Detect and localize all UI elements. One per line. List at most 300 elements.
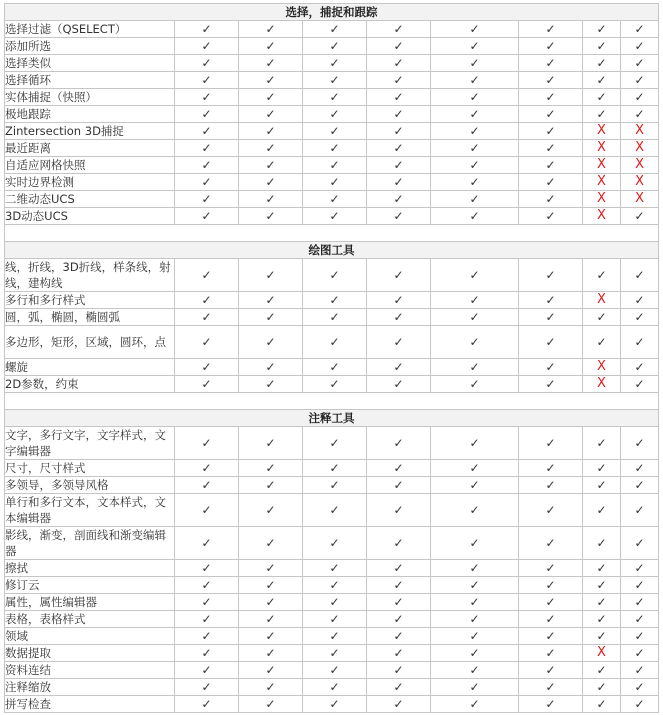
table-row	[5, 259, 659, 292]
table-row	[5, 359, 659, 376]
check-mark: ✓	[431, 191, 519, 208]
section-header-row	[5, 242, 659, 259]
feature-label: 影线，渐变，剖面线和渐变编辑器	[5, 527, 175, 560]
feature-label: 多领导，多领导风格	[5, 477, 175, 494]
spacer-cell	[5, 225, 659, 242]
cross-mark: X	[621, 123, 659, 140]
check-mark: ✓	[367, 427, 431, 460]
check-mark: ✓	[519, 89, 583, 106]
cross-mark: X	[621, 140, 659, 157]
check-mark: ✓	[175, 21, 239, 38]
section-spacer	[5, 393, 659, 410]
table-row	[5, 679, 659, 696]
cross-mark: X	[621, 191, 659, 208]
check-mark: ✓	[175, 292, 239, 309]
check-mark: ✓	[519, 427, 583, 460]
check-mark: ✓	[239, 259, 303, 292]
table-row	[5, 427, 659, 460]
table-row	[5, 72, 659, 89]
check-mark: ✓	[621, 477, 659, 494]
check-mark: ✓	[303, 309, 367, 326]
check-mark: ✓	[367, 123, 431, 140]
table-row	[5, 38, 659, 55]
check-mark: ✓	[583, 460, 621, 477]
section-header-row	[5, 410, 659, 427]
table-row	[5, 477, 659, 494]
table-row	[5, 594, 659, 611]
check-mark: ✓	[519, 494, 583, 527]
check-mark: ✓	[303, 359, 367, 376]
check-mark: ✓	[519, 191, 583, 208]
feature-label: 选择过滤（QSELECT）	[5, 21, 175, 38]
feature-label: 多边形，矩形，区域，圆环，点	[5, 326, 175, 359]
check-mark: ✓	[583, 259, 621, 292]
check-mark: ✓	[175, 560, 239, 577]
check-mark: ✓	[239, 577, 303, 594]
check-mark: ✓	[583, 55, 621, 72]
check-mark: ✓	[303, 21, 367, 38]
check-mark: ✓	[519, 208, 583, 225]
check-mark: ✓	[519, 174, 583, 191]
check-mark: ✓	[303, 376, 367, 393]
check-mark: ✓	[621, 679, 659, 696]
check-mark: ✓	[431, 460, 519, 477]
check-mark: ✓	[175, 259, 239, 292]
table-row	[5, 662, 659, 679]
section-title: 选择，捕捉和跟踪	[5, 4, 659, 21]
check-mark: ✓	[519, 55, 583, 72]
table-row	[5, 140, 659, 157]
check-mark: ✓	[519, 628, 583, 645]
check-mark: ✓	[583, 21, 621, 38]
check-mark: ✓	[519, 106, 583, 123]
feature-label: 多行和多行样式	[5, 292, 175, 309]
check-mark: ✓	[239, 594, 303, 611]
check-mark: ✓	[303, 157, 367, 174]
check-mark: ✓	[175, 359, 239, 376]
check-mark: ✓	[431, 21, 519, 38]
check-mark: ✓	[519, 259, 583, 292]
check-mark: ✓	[431, 309, 519, 326]
check-mark: ✓	[239, 628, 303, 645]
feature-label: 线，折线，3D折线，样条线，射线，建构线	[5, 259, 175, 292]
check-mark: ✓	[431, 527, 519, 560]
check-mark: ✓	[367, 174, 431, 191]
check-mark: ✓	[519, 560, 583, 577]
check-mark: ✓	[175, 157, 239, 174]
check-mark: ✓	[239, 157, 303, 174]
feature-label: 实时边界检测	[5, 174, 175, 191]
check-mark: ✓	[431, 55, 519, 72]
check-mark: ✓	[175, 72, 239, 89]
cross-mark: X	[583, 123, 621, 140]
check-mark: ✓	[431, 611, 519, 628]
cross-mark: X	[583, 645, 621, 662]
check-mark: ✓	[431, 427, 519, 460]
check-mark: ✓	[367, 72, 431, 89]
check-mark: ✓	[367, 611, 431, 628]
check-mark: ✓	[239, 123, 303, 140]
check-mark: ✓	[239, 611, 303, 628]
check-mark: ✓	[431, 106, 519, 123]
feature-label: 擦拭	[5, 560, 175, 577]
check-mark: ✓	[621, 326, 659, 359]
check-mark: ✓	[175, 89, 239, 106]
check-mark: ✓	[239, 662, 303, 679]
check-mark: ✓	[175, 376, 239, 393]
check-mark: ✓	[303, 427, 367, 460]
check-mark: ✓	[621, 696, 659, 713]
check-mark: ✓	[303, 89, 367, 106]
cross-mark: X	[621, 157, 659, 174]
table-row	[5, 326, 659, 359]
feature-label: 属性，属性编辑器	[5, 594, 175, 611]
check-mark: ✓	[431, 679, 519, 696]
check-mark: ✓	[367, 527, 431, 560]
cross-mark: X	[583, 174, 621, 191]
check-mark: ✓	[175, 38, 239, 55]
check-mark: ✓	[367, 477, 431, 494]
check-mark: ✓	[431, 560, 519, 577]
check-mark: ✓	[621, 594, 659, 611]
table-row	[5, 494, 659, 527]
check-mark: ✓	[367, 628, 431, 645]
table-row	[5, 560, 659, 577]
section-title: 绘图工具	[5, 242, 659, 259]
check-mark: ✓	[367, 679, 431, 696]
check-mark: ✓	[303, 123, 367, 140]
feature-label: 二维动态UCS	[5, 191, 175, 208]
check-mark: ✓	[239, 359, 303, 376]
check-mark: ✓	[621, 89, 659, 106]
table-body	[5, 4, 659, 713]
check-mark: ✓	[621, 376, 659, 393]
check-mark: ✓	[621, 460, 659, 477]
check-mark: ✓	[367, 577, 431, 594]
check-mark: ✓	[519, 140, 583, 157]
check-mark: ✓	[303, 460, 367, 477]
check-mark: ✓	[431, 38, 519, 55]
check-mark: ✓	[175, 477, 239, 494]
check-mark: ✓	[431, 208, 519, 225]
check-mark: ✓	[303, 628, 367, 645]
check-mark: ✓	[519, 662, 583, 679]
check-mark: ✓	[175, 123, 239, 140]
check-mark: ✓	[175, 611, 239, 628]
check-mark: ✓	[583, 679, 621, 696]
table-row	[5, 292, 659, 309]
check-mark: ✓	[367, 55, 431, 72]
check-mark: ✓	[239, 55, 303, 72]
check-mark: ✓	[431, 494, 519, 527]
check-mark: ✓	[621, 55, 659, 72]
check-mark: ✓	[583, 611, 621, 628]
check-mark: ✓	[239, 326, 303, 359]
check-mark: ✓	[239, 292, 303, 309]
check-mark: ✓	[239, 72, 303, 89]
check-mark: ✓	[431, 157, 519, 174]
check-mark: ✓	[431, 696, 519, 713]
check-mark: ✓	[303, 594, 367, 611]
cross-mark: X	[621, 174, 659, 191]
check-mark: ✓	[303, 174, 367, 191]
check-mark: ✓	[621, 427, 659, 460]
feature-comparison-table	[4, 3, 659, 713]
check-mark: ✓	[303, 191, 367, 208]
check-mark: ✓	[367, 89, 431, 106]
table-row	[5, 191, 659, 208]
table-row	[5, 21, 659, 38]
check-mark: ✓	[367, 326, 431, 359]
check-mark: ✓	[367, 292, 431, 309]
check-mark: ✓	[175, 460, 239, 477]
check-mark: ✓	[583, 662, 621, 679]
check-mark: ✓	[621, 628, 659, 645]
check-mark: ✓	[519, 527, 583, 560]
check-mark: ✓	[303, 259, 367, 292]
feature-label: 螺旋	[5, 359, 175, 376]
check-mark: ✓	[303, 140, 367, 157]
check-mark: ✓	[621, 494, 659, 527]
check-mark: ✓	[367, 157, 431, 174]
check-mark: ✓	[583, 594, 621, 611]
check-mark: ✓	[367, 259, 431, 292]
check-mark: ✓	[239, 208, 303, 225]
check-mark: ✓	[239, 376, 303, 393]
check-mark: ✓	[367, 696, 431, 713]
feature-label: 选择类似	[5, 55, 175, 72]
feature-label: 文字，多行文字，文字样式，文字编辑器	[5, 427, 175, 460]
table-row	[5, 376, 659, 393]
check-mark: ✓	[583, 628, 621, 645]
check-mark: ✓	[239, 191, 303, 208]
check-mark: ✓	[175, 55, 239, 72]
check-mark: ✓	[519, 679, 583, 696]
check-mark: ✓	[175, 594, 239, 611]
check-mark: ✓	[239, 427, 303, 460]
feature-label: 添加所选	[5, 38, 175, 55]
check-mark: ✓	[175, 191, 239, 208]
check-mark: ✓	[431, 662, 519, 679]
check-mark: ✓	[303, 477, 367, 494]
check-mark: ✓	[175, 427, 239, 460]
check-mark: ✓	[175, 174, 239, 191]
check-mark: ✓	[367, 106, 431, 123]
check-mark: ✓	[367, 140, 431, 157]
feature-label: 数据提取	[5, 645, 175, 662]
check-mark: ✓	[367, 662, 431, 679]
check-mark: ✓	[367, 208, 431, 225]
feature-label: 实体捕捉（快照）	[5, 89, 175, 106]
check-mark: ✓	[519, 38, 583, 55]
check-mark: ✓	[621, 662, 659, 679]
table-row	[5, 645, 659, 662]
check-mark: ✓	[367, 359, 431, 376]
check-mark: ✓	[367, 560, 431, 577]
check-mark: ✓	[583, 560, 621, 577]
check-mark: ✓	[431, 645, 519, 662]
section-title: 注释工具	[5, 410, 659, 427]
check-mark: ✓	[239, 645, 303, 662]
check-mark: ✓	[621, 645, 659, 662]
cross-mark: X	[583, 292, 621, 309]
check-mark: ✓	[621, 577, 659, 594]
check-mark: ✓	[175, 140, 239, 157]
check-mark: ✓	[239, 89, 303, 106]
check-mark: ✓	[621, 72, 659, 89]
feature-label: 极地跟踪	[5, 106, 175, 123]
check-mark: ✓	[621, 21, 659, 38]
cross-mark: X	[583, 157, 621, 174]
check-mark: ✓	[303, 662, 367, 679]
check-mark: ✓	[621, 611, 659, 628]
check-mark: ✓	[431, 477, 519, 494]
check-mark: ✓	[175, 696, 239, 713]
check-mark: ✓	[431, 123, 519, 140]
check-mark: ✓	[621, 38, 659, 55]
check-mark: ✓	[239, 679, 303, 696]
check-mark: ✓	[519, 376, 583, 393]
check-mark: ✓	[431, 259, 519, 292]
check-mark: ✓	[519, 326, 583, 359]
check-mark: ✓	[431, 628, 519, 645]
table-row	[5, 106, 659, 123]
table-row	[5, 55, 659, 72]
check-mark: ✓	[583, 72, 621, 89]
feature-label: 选择循环	[5, 72, 175, 89]
table-row	[5, 460, 659, 477]
table-row	[5, 696, 659, 713]
check-mark: ✓	[583, 527, 621, 560]
check-mark: ✓	[431, 292, 519, 309]
check-mark: ✓	[239, 140, 303, 157]
cross-mark: X	[583, 376, 621, 393]
check-mark: ✓	[239, 696, 303, 713]
check-mark: ✓	[175, 662, 239, 679]
check-mark: ✓	[239, 477, 303, 494]
check-mark: ✓	[519, 72, 583, 89]
check-mark: ✓	[303, 38, 367, 55]
spacer-cell	[5, 393, 659, 410]
check-mark: ✓	[583, 106, 621, 123]
table-row	[5, 123, 659, 140]
check-mark: ✓	[367, 594, 431, 611]
check-mark: ✓	[175, 326, 239, 359]
check-mark: ✓	[519, 611, 583, 628]
feature-label: 领域	[5, 628, 175, 645]
check-mark: ✓	[519, 123, 583, 140]
check-mark: ✓	[175, 106, 239, 123]
feature-label: 自适应网格快照	[5, 157, 175, 174]
check-mark: ✓	[621, 106, 659, 123]
cross-mark: X	[583, 359, 621, 376]
check-mark: ✓	[583, 577, 621, 594]
check-mark: ✓	[519, 594, 583, 611]
check-mark: ✓	[519, 309, 583, 326]
check-mark: ✓	[367, 38, 431, 55]
check-mark: ✓	[175, 577, 239, 594]
check-mark: ✓	[519, 696, 583, 713]
check-mark: ✓	[519, 359, 583, 376]
check-mark: ✓	[519, 645, 583, 662]
check-mark: ✓	[367, 309, 431, 326]
check-mark: ✓	[175, 645, 239, 662]
check-mark: ✓	[583, 477, 621, 494]
check-mark: ✓	[303, 208, 367, 225]
section-header-row	[5, 4, 659, 21]
feature-label: 表格，表格样式	[5, 611, 175, 628]
check-mark: ✓	[431, 72, 519, 89]
check-mark: ✓	[175, 494, 239, 527]
check-mark: ✓	[621, 359, 659, 376]
check-mark: ✓	[621, 259, 659, 292]
check-mark: ✓	[621, 292, 659, 309]
check-mark: ✓	[175, 309, 239, 326]
check-mark: ✓	[367, 376, 431, 393]
check-mark: ✓	[583, 427, 621, 460]
feature-label: 资料连结	[5, 662, 175, 679]
check-mark: ✓	[583, 696, 621, 713]
check-mark: ✓	[175, 208, 239, 225]
check-mark: ✓	[367, 191, 431, 208]
check-mark: ✓	[239, 309, 303, 326]
check-mark: ✓	[583, 38, 621, 55]
check-mark: ✓	[519, 477, 583, 494]
feature-label: 尺寸，尺寸样式	[5, 460, 175, 477]
check-mark: ✓	[583, 494, 621, 527]
feature-label: 圆，弧，椭圆，椭圆弧	[5, 309, 175, 326]
table-row	[5, 577, 659, 594]
table-row	[5, 157, 659, 174]
table-row	[5, 174, 659, 191]
check-mark: ✓	[367, 645, 431, 662]
cross-mark: X	[583, 191, 621, 208]
cross-mark: X	[583, 140, 621, 157]
check-mark: ✓	[303, 679, 367, 696]
check-mark: ✓	[519, 460, 583, 477]
check-mark: ✓	[431, 326, 519, 359]
check-mark: ✓	[519, 21, 583, 38]
check-mark: ✓	[367, 494, 431, 527]
table-row	[5, 309, 659, 326]
check-mark: ✓	[303, 55, 367, 72]
check-mark: ✓	[431, 89, 519, 106]
check-mark: ✓	[621, 527, 659, 560]
check-mark: ✓	[303, 560, 367, 577]
check-mark: ✓	[239, 527, 303, 560]
check-mark: ✓	[367, 21, 431, 38]
check-mark: ✓	[621, 309, 659, 326]
check-mark: ✓	[239, 21, 303, 38]
check-mark: ✓	[583, 326, 621, 359]
check-mark: ✓	[431, 174, 519, 191]
check-mark: ✓	[303, 696, 367, 713]
feature-label: 2D参数，约束	[5, 376, 175, 393]
check-mark: ✓	[239, 560, 303, 577]
feature-label: Zintersection 3D捕捉	[5, 123, 175, 140]
table-row	[5, 628, 659, 645]
feature-label: 拼写检查	[5, 696, 175, 713]
section-spacer	[5, 225, 659, 242]
check-mark: ✓	[175, 527, 239, 560]
table-row	[5, 527, 659, 560]
check-mark: ✓	[621, 560, 659, 577]
check-mark: ✓	[239, 174, 303, 191]
check-mark: ✓	[175, 679, 239, 696]
check-mark: ✓	[431, 359, 519, 376]
check-mark: ✓	[367, 460, 431, 477]
check-mark: ✓	[239, 494, 303, 527]
